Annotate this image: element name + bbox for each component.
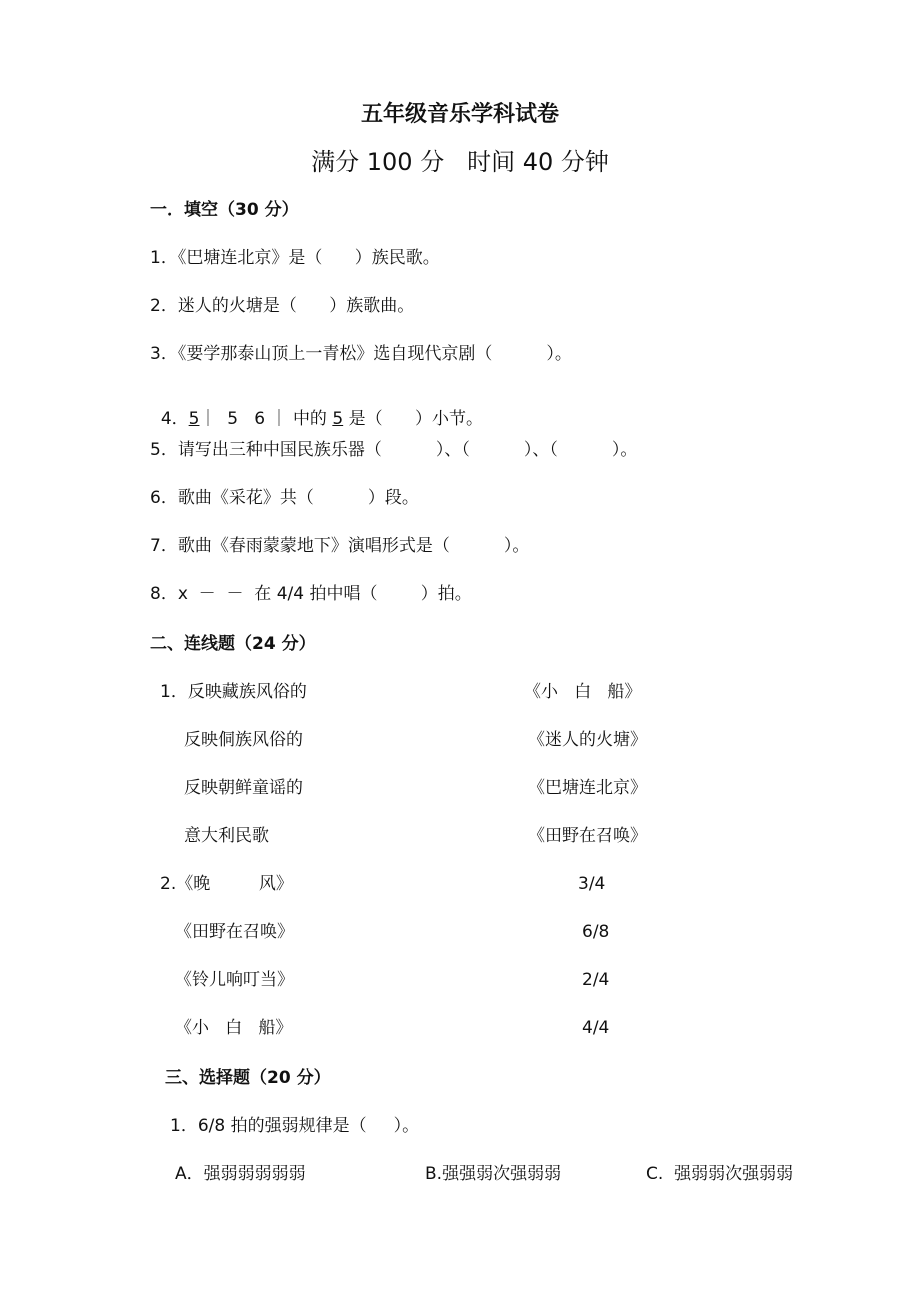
match1-right-4: 《田野在召唤》 bbox=[528, 826, 647, 846]
match2-right-4: 4/4 bbox=[582, 1018, 610, 1038]
match1-left-3: 反映朝鲜童谣的 bbox=[184, 778, 303, 798]
fill-question-2: 2．迷人的火塘是（ ）族歌曲。 bbox=[150, 296, 415, 316]
section-matching-heading: 二、连线题（24 分） bbox=[150, 634, 316, 654]
match2-left-2: 《田野在召唤》 bbox=[175, 922, 294, 942]
q4-text-1: 中的 bbox=[292, 409, 327, 429]
match2-left-4: 《小 白 船》 bbox=[175, 1018, 293, 1038]
choice-option-b: B.强强弱次强弱弱 bbox=[425, 1164, 562, 1184]
match1-right-1: 《小 白 船》 bbox=[524, 682, 642, 702]
match1-left-1: 1．反映藏族风俗的 bbox=[160, 682, 307, 702]
match2-left-1: 2.《晚 风》 bbox=[160, 874, 293, 894]
exam-subtitle: 满分 100 分 时间 40 分钟 bbox=[311, 148, 609, 176]
match2-right-3: 2/4 bbox=[582, 970, 610, 990]
exam-title: 五年级音乐学科试卷 bbox=[360, 102, 559, 127]
section-fill-blank-heading: 一．填空（30 分） bbox=[150, 200, 299, 220]
match1-left-4: 意大利民歌 bbox=[184, 826, 269, 846]
fill-question-7: 7．歌曲《春雨蒙蒙地下》演唱形式是（ ）。 bbox=[150, 536, 530, 556]
match2-left-3: 《铃儿响叮当》 bbox=[175, 970, 294, 990]
match2-right-1: 3/4 bbox=[578, 874, 606, 894]
choice-question-1: 1．6/8 拍的强弱规律是（ ）。 bbox=[170, 1116, 420, 1136]
match1-left-2: 反映侗族风俗的 bbox=[184, 730, 303, 750]
choice-option-a: A．强弱弱弱弱弱 bbox=[175, 1164, 306, 1184]
q4-measure: ｜ 5 6 ｜ bbox=[199, 409, 288, 429]
q4-note-ref: 5 bbox=[332, 409, 344, 429]
match1-right-2: 《迷人的火塘》 bbox=[528, 730, 647, 750]
fill-question-1: 1．《巴塘连北京》是（ ）族民歌。 bbox=[150, 248, 440, 268]
fill-question-6: 6．歌曲《采花》共（ ）段。 bbox=[150, 488, 419, 508]
q4-number: 4． bbox=[160, 409, 189, 429]
fill-question-3: 3．《要学那泰山顶上一青松》选自现代京剧（ ）。 bbox=[150, 344, 572, 364]
match1-right-3: 《巴塘连北京》 bbox=[528, 778, 647, 798]
choice-option-c: C. 强弱弱次强弱弱 bbox=[646, 1164, 794, 1184]
fill-question-4 bbox=[150, 394, 483, 428]
q4-text-2: 是（ ）小节。 bbox=[348, 409, 484, 429]
fill-question-8: 8．x － － 在 4/4 拍中唱（ ）拍。 bbox=[150, 584, 472, 604]
q4-note-underlined: 5 bbox=[188, 409, 200, 429]
fill-question-5: 5．请写出三种中国民族乐器（ ）、（ ）、（ ）。 bbox=[150, 440, 638, 460]
match2-right-2: 6/8 bbox=[582, 922, 610, 942]
section-choice-heading: 三、选择题（20 分） bbox=[165, 1068, 331, 1088]
